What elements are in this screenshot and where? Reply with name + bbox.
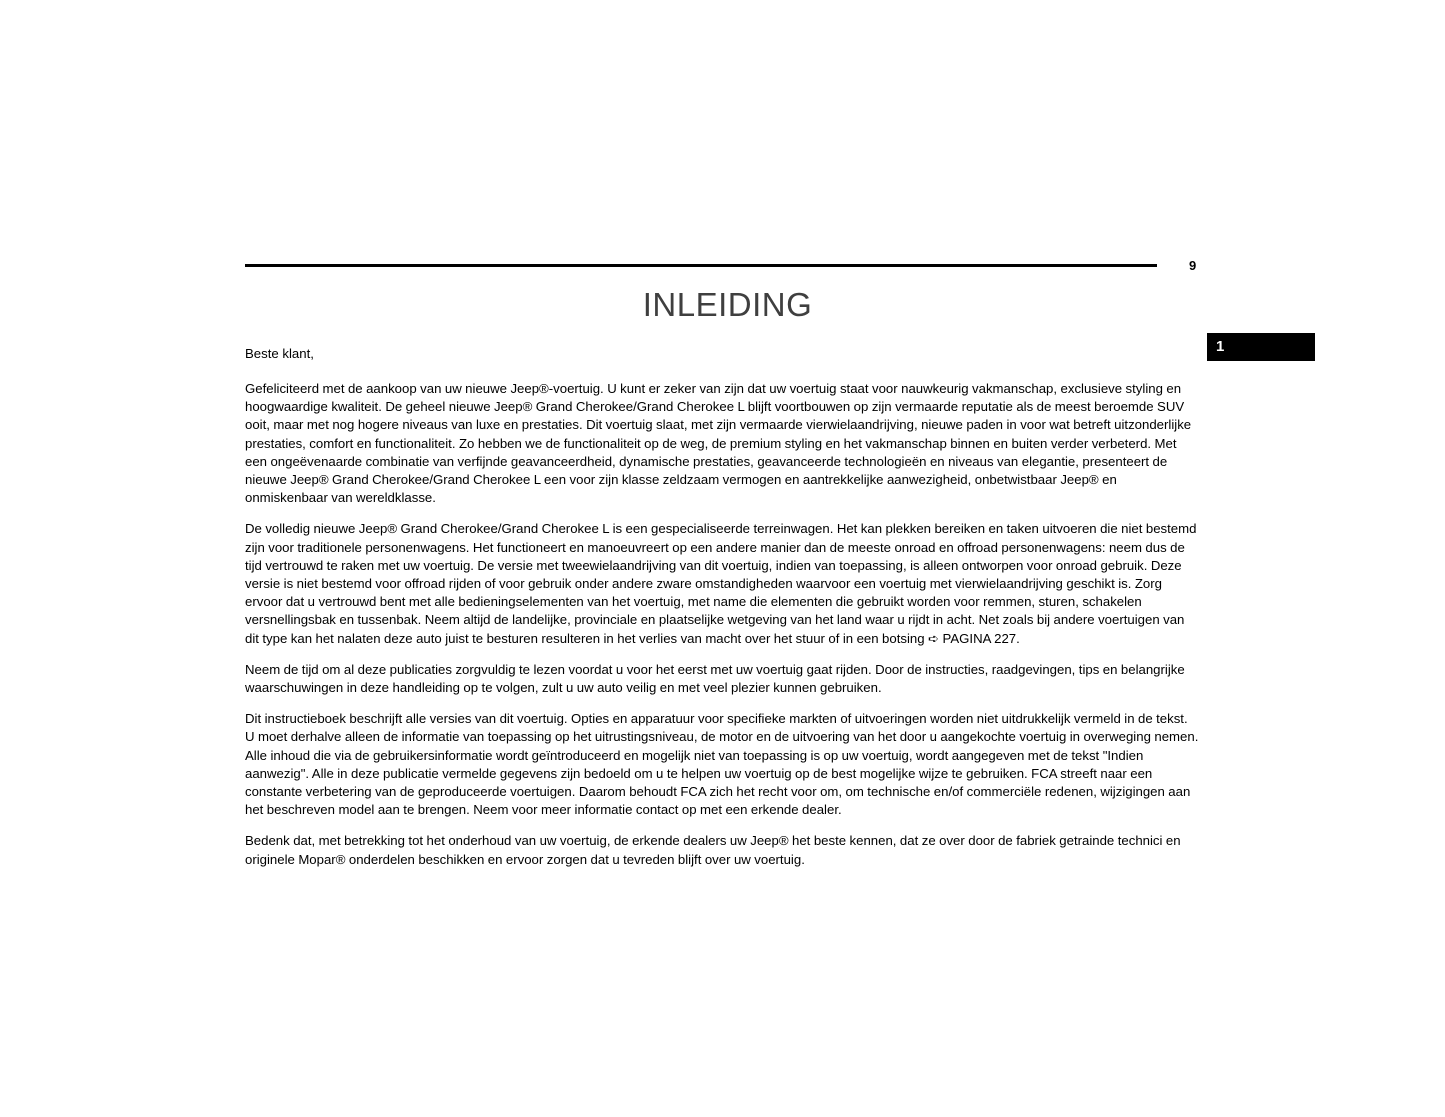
page-header xyxy=(245,258,1210,274)
page-number: 9 xyxy=(1189,258,1197,273)
header-divider xyxy=(245,264,1157,267)
paragraph-2: De volledig nieuwe Jeep® Grand Cherokee/Grand Cherokee L is een gespecialiseerde terreinwagen. Het kan plekken bereiken en taken uitvoeren die niet bestemd zijn voor traditionele personenwagens. Het functioneert en manoeuvreert op een andere manier dan de meeste onroad en offroad personenwagens: neem dus de tijd vertrouwd te raken met uw voertuig. De versie met tweewielaandrijving van dit voertuig, indien van toepassing, is alleen ontworpen voor onroad gebruik. Deze versie is niet bestemd voor offroad rijden of voor gebruik onder andere zware omstandigheden waarvoor een voertuig met vierwielaandrijving geschikt is. Zorg ervoor dat u vertrouwd bent met alle bedieningselementen van het voertuig, met name die elementen die gebruikt worden voor remmen, sturen, schakelen versnellingsbak en tussenbak. Neem altijd de landelijke, provinciale en plaatselijke wetgeving van het land waar u rijdt in acht. Net zoals bij andere voertuigen van dit type kan het nalaten deze auto juist te besturen resulteren in het verlies van macht over het stuur of in een botsing ➪ PAGINA 227. xyxy=(245,521,1197,646)
chapter-tab xyxy=(1207,333,1315,361)
salutation: Beste klant, xyxy=(245,346,314,361)
body-content xyxy=(245,345,1200,882)
paragraph-3: Neem de tijd om al deze publicaties zorgvuldig te lezen voordat u voor het eerst met uw voertuig gaat rijden. Door de instructies, raadgevingen, tips en belangrijke waarschuwingen in deze handleiding op te volgen, zult u uw auto veilig en met veel plezier kunnen gebruiken. xyxy=(245,661,1185,696)
page-title: INLEIDING xyxy=(642,286,813,323)
chapter-tab-label: 1 xyxy=(1216,338,1225,355)
paragraph-4: Dit instructieboek beschrijft alle versies van dit voertuig. Opties en apparatuur voor specifieke markten of uitvoeringen worden niet uitdrukkelijk vermeld in de tekst. U moet derhalve alleen de informatie van toepassing op het uitrustingsniveau, de motor en de uitvoering van het door u aangekochte voertuig in overweging nemen. Alle inhoud die via de gebruikersinformatie wordt geïntroduceerd en mogelijk niet van toepassing is op uw voertuig, wordt aangegeven met de tekst "Indien aanwezig". Alle in deze publicatie vermelde gegevens zijn bedoeld om u te helpen uw voertuig op de best mogelijke wijze te gebruiken. FCA streeft naar een constante verbetering van de geproduceerde voertuigen. Daarom behoudt FCA zich het recht voor om, om technische en/of commerciële redenen, wijzigingen aan het beschreven model aan te brengen. Neem voor meer informatie contact op met een erkende dealer. xyxy=(245,711,1199,818)
paragraph-5: Bedenk dat, met betrekking tot het onderhoud van uw voertuig, de erkende dealers uw Jeep® het beste kennen, dat ze over door de fabriek getrainde technici en originele Mopar® onderdelen beschikken en ervoor zorgen dat u tevreden blijft over uw voertuig. xyxy=(245,833,1181,867)
paragraph-1: Gefeliciteerd met de aankoop van uw nieuwe Jeep®-voertuig. U kunt er zeker van zijn dat uw voertuig staat voor nauwkeurig vakmanschap, exclusieve styling en hoogwaardige kwaliteit. De geheel nieuwe Jeep® Grand Cherokee/Grand Cherokee L blijft voortbouwen op zijn vermaarde reputatie als de meest beroemde SUV ooit, maar met nog hogere niveaus van luxe en prestaties. Dit voertuig slaat, met zijn vermaarde vierwielaandrijving, nieuwe paden in voor wat betreft uitzonderlijke prestaties, comfort en functionaliteit. Zo hebben we de functionaliteit op de weg, de premium styling en het vakmanschap binnen en buiten verder verbeterd. Met een ongeëvenaarde combinatie van verfijnde geavanceerdheid, dynamische prestaties, geavanceerde technologieën en niveaus van elegantie, presenteert de nieuwe Jeep® Grand Cherokee/Grand Cherokee L een voor zijn klasse zeldzaam vermogen en aantrekkelijke aanwezigheid, onbetwistbaar Jeep® en onmiskenbaar van wereldklasse. xyxy=(245,381,1192,506)
